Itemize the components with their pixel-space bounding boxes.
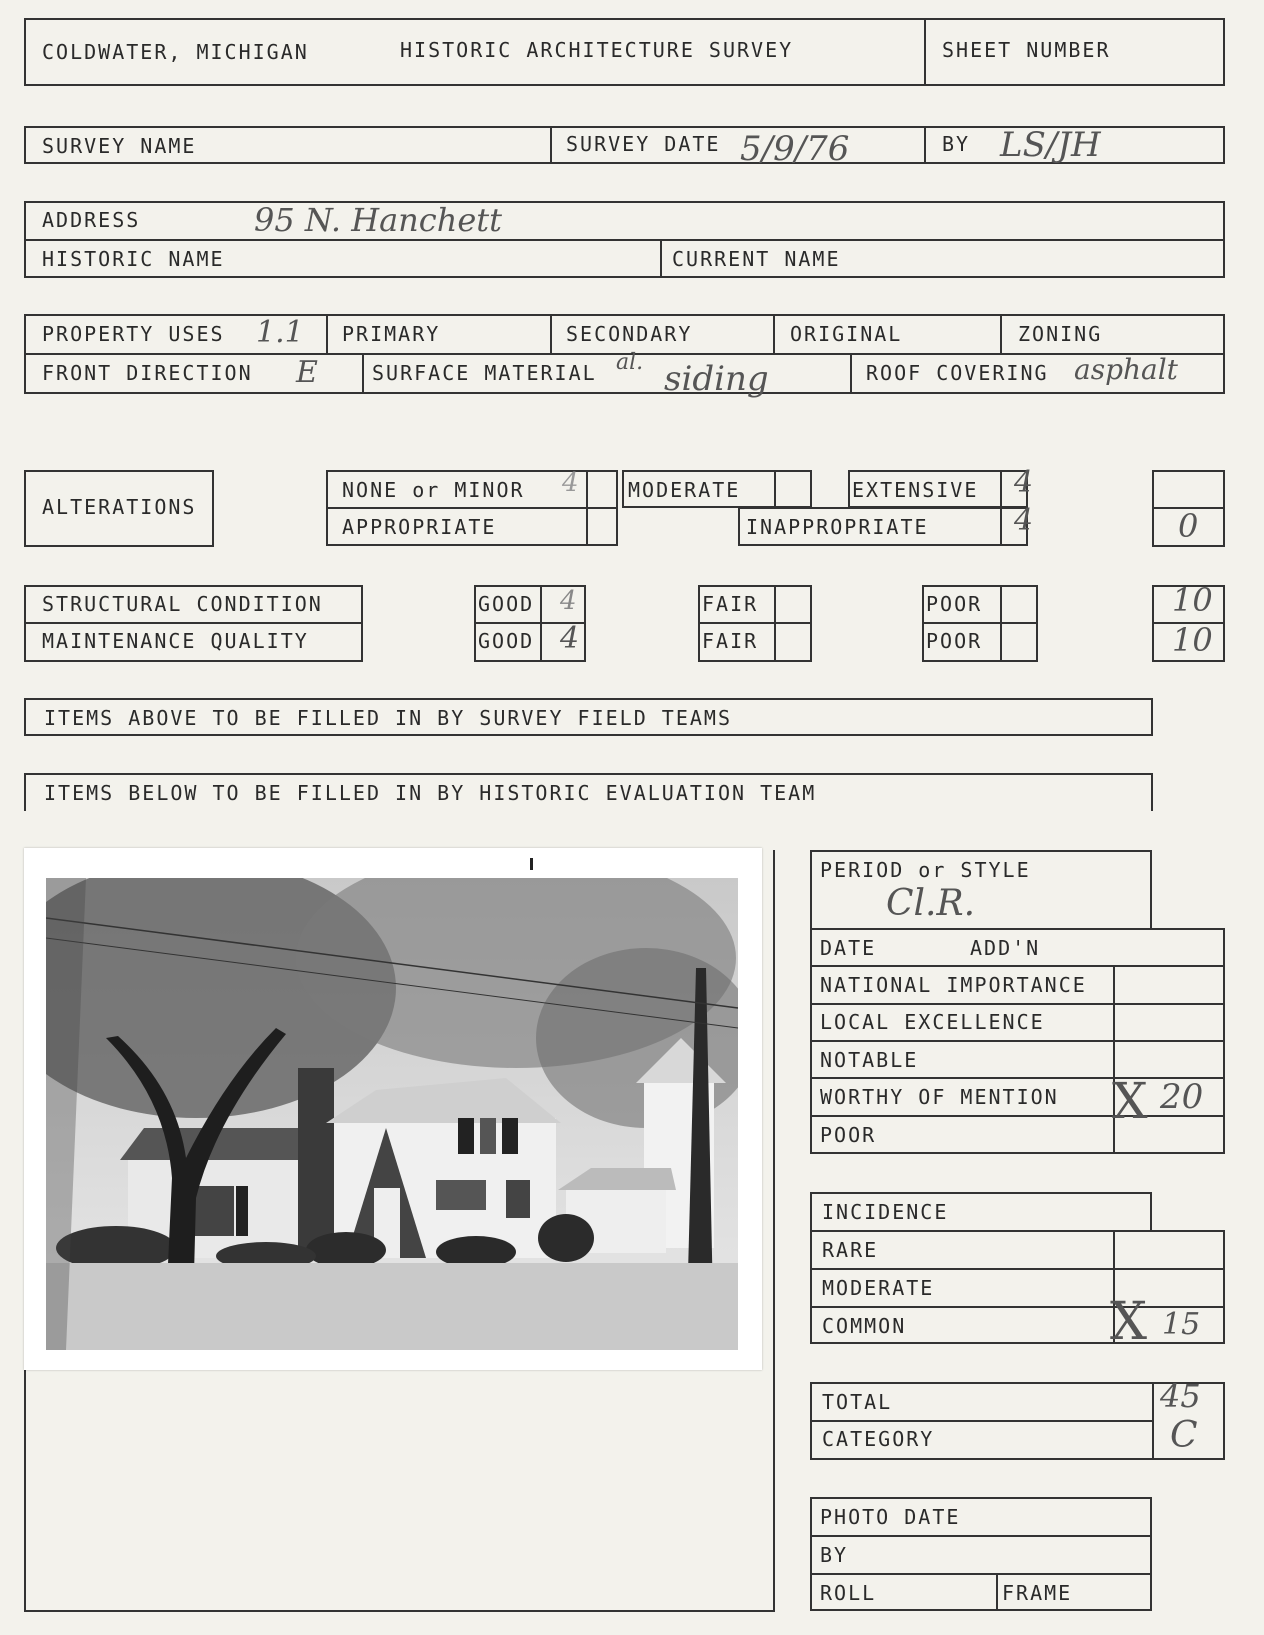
historic-name-label: HISTORIC NAME (42, 247, 225, 271)
local-excellence-label: LOCAL EXCELLENCE (820, 1010, 1045, 1034)
common-label: COMMON (822, 1314, 907, 1338)
maintenance-fair-label: FAIR (702, 629, 759, 653)
national-importance-label: NATIONAL IMPORTANCE (820, 973, 1087, 997)
survey-by-value: LS/JH (1000, 125, 1101, 165)
eval-poor-label: POOR (820, 1123, 877, 1147)
sheet-number-label: SHEET NUMBER (942, 38, 1111, 62)
original-label: ORIGINAL (790, 322, 903, 346)
current-name-label: CURRENT NAME (672, 247, 841, 271)
surface-material-label: SURFACE MATERIAL (372, 361, 597, 385)
maintenance-quality-label: MAINTENANCE QUALITY (42, 629, 309, 653)
structural-score: 10 (1172, 581, 1213, 619)
roll-label: ROLL (820, 1581, 877, 1605)
survey-date-value: 5/9/76 (740, 129, 850, 169)
total-label: TOTAL (822, 1390, 893, 1414)
survey-title: HISTORIC ARCHITECTURE SURVEY (400, 38, 794, 62)
notable-label: NOTABLE (820, 1048, 919, 1072)
extensive-label: EXTENSIVE (852, 478, 979, 502)
address-label: ADDRESS (42, 208, 141, 232)
none-minor-label: NONE or MINOR (342, 478, 525, 502)
period-value: Cl.R. (886, 883, 976, 924)
alterations-score: 0 (1178, 507, 1199, 545)
extensive-mark: 4 (1014, 465, 1034, 500)
primary-label: PRIMARY (342, 322, 441, 346)
common-score: 15 (1162, 1307, 1201, 1342)
front-direction-value: E (296, 355, 318, 390)
structural-good-label: GOOD (478, 592, 535, 616)
category-label: CATEGORY (822, 1427, 935, 1451)
category-value: C (1170, 1415, 1198, 1456)
period-label: PERIOD or STYLE (820, 858, 1031, 882)
photo-by-label: BY (820, 1543, 849, 1567)
address-value: 95 N. Hanchett (254, 201, 502, 239)
none-minor-mark: 4 (562, 468, 579, 498)
secondary-label: SECONDARY (566, 322, 693, 346)
survey-name-label: SURVEY NAME (42, 134, 197, 158)
maintenance-good-mark: 4 (560, 621, 580, 656)
structural-poor-label: POOR (926, 592, 983, 616)
frame-label: FRAME (1002, 1581, 1073, 1605)
structural-condition-label: STRUCTURAL CONDITION (42, 592, 323, 616)
house-photo-image (46, 878, 738, 1350)
inc-moderate-label: MODERATE (822, 1276, 935, 1300)
alterations-label: ALTERATIONS (42, 495, 197, 519)
alt-moderate-label: MODERATE (628, 478, 741, 502)
evaluation-team-note: ITEMS BELOW TO BE FILLED IN BY HISTORIC EVALUATION TEAM (44, 781, 817, 805)
survey-by-label: BY (942, 132, 971, 156)
addn-label: ADD'N (970, 936, 1041, 960)
photo-mark (530, 858, 533, 870)
property-uses-label: PROPERTY USES (42, 322, 225, 346)
inappropriate-label: INAPPROPRIATE (746, 515, 929, 539)
surface-material-value-2: siding (664, 359, 769, 399)
maintenance-good-label: GOOD (478, 629, 535, 653)
house-photo (24, 848, 762, 1370)
surface-material-value-1: al. (616, 350, 644, 375)
maintenance-score: 10 (1172, 621, 1213, 659)
roof-covering-value: asphalt (1074, 353, 1178, 386)
front-direction-label: FRONT DIRECTION (42, 361, 253, 385)
field-teams-note: ITEMS ABOVE TO BE FILLED IN BY SURVEY FIELD TEAMS (44, 706, 733, 730)
structural-fair-label: FAIR (702, 592, 759, 616)
photo-date-label: PHOTO DATE (820, 1505, 961, 1529)
worthy-label: WORTHY OF MENTION (820, 1085, 1059, 1109)
property-uses-value: 1.1 (256, 315, 304, 350)
city-label: COLDWATER, MICHIGAN (42, 40, 309, 64)
total-value: 45 (1160, 1377, 1201, 1415)
worthy-score: 20 (1160, 1077, 1204, 1117)
zoning-label: ZONING (1018, 322, 1103, 346)
survey-date-label: SURVEY DATE (566, 132, 721, 156)
common-mark: X (1110, 1292, 1148, 1352)
roof-covering-label: ROOF COVERING (866, 361, 1049, 385)
incidence-label: INCIDENCE (822, 1200, 949, 1224)
rare-label: RARE (822, 1238, 879, 1262)
worthy-mark: X (1112, 1072, 1148, 1130)
date-label: DATE (820, 936, 877, 960)
inappropriate-mark: 4 (1014, 503, 1034, 538)
maintenance-poor-label: POOR (926, 629, 983, 653)
structural-good-mark: 4 (560, 586, 577, 616)
appropriate-label: APPROPRIATE (342, 515, 497, 539)
